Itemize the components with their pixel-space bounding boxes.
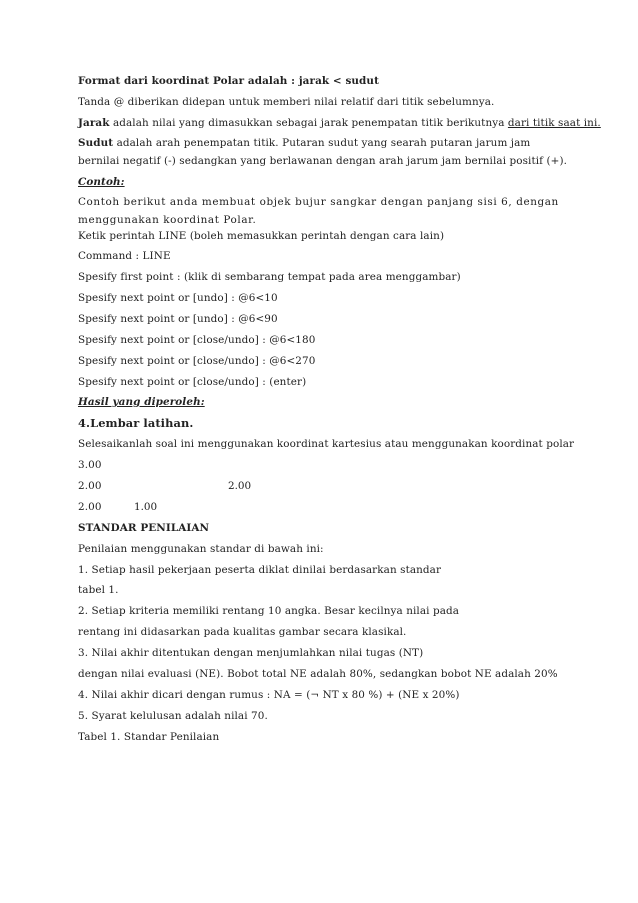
term-jarak: Jarak [78,117,110,129]
contoh-heading: Contoh: [78,176,125,188]
spesify-next-1: Spesify next point or [undo] : @6<10 [78,292,278,304]
paragraph-sudut [78,134,568,170]
sudut-definition: adalah arah penempatan titik. Putaran sudut yang searah putaran jarum jam bernilai negatif (-) sedangkan yang berlawanan dengan arah jarum jam bernilai positif (+). [78,137,568,167]
spesify-next-4: Spesify next point or [close/undo] : @6<270 [78,355,316,367]
paragraph-at-sign: Tanda @ diberikan didepan untuk memberi nilai relatif dari titik sebelumnya. [78,96,495,108]
spesify-first-point: Spesify first point : (klik di sembarang tempat pada area menggambar) [78,271,461,283]
tabel-caption: Tabel 1. Standar Penilaian [78,731,220,743]
dimension-2a: 2.00 [78,480,102,492]
item-3: 3. Nilai akhir ditentukan dengan menjumlahkan nilai tugas (NT) [78,647,424,659]
dimension-3: 3.00 [78,459,102,471]
standar-penilaian-heading: STANDAR PENILAIAN [78,522,210,534]
dimension-2b: 2.00 [228,480,252,492]
item-2-cont: rentang ini didasarkan pada kualitas gambar secara klasikal. [78,626,407,638]
lembar-latihan-heading: 4.Lembar latihan. [78,416,194,430]
item-1-cont: tabel 1. [78,584,119,596]
spesify-next-5: Spesify next point or [close/undo] : (enter) [78,376,307,388]
item-1: 1. Setiap hasil pekerjaan peserta diklat dinilai berdasarkan standar [78,564,442,576]
paragraph-penilaian: Penilaian menggunakan standar di bawah ini: [78,543,324,555]
item-2: 2. Setiap kriteria memiliki rentang 10 angka. Besar kecilnya nilai pada [78,605,460,617]
spesify-next-3: Spesify next point or [close/undo] : @6<180 [78,334,316,346]
dimension-1: 1.00 [134,501,158,513]
hasil-heading: Hasil yang diperoleh: [78,396,205,408]
paragraph-ketik: Ketik perintah LINE (boleh memasukkan perintah dengan cara lain) [78,230,445,242]
item-5: 5. Syarat kelulusan adalah nilai 70. [78,710,268,722]
jarak-definition: adalah nilai yang dimasukkan sebagai jarak penempatan titik berikutnya [109,117,508,129]
paragraph-selesaikan: Selesaikanlah soal ini menggunakan koordinat kartesius atau menggunakan koordinat polar [78,438,575,450]
spesify-next-2: Spesify next point or [undo] : @6<90 [78,313,278,325]
command-line: Command : LINE [78,250,171,262]
paragraph-contoh: Contoh berikut anda membuat objek bujur sangkar dengan panjang sisi 6, dengan menggunakan koordinat Polar. [78,196,559,226]
term-sudut: Sudut [78,137,114,149]
paragraph-jarak [78,117,601,129]
dimension-2c: 2.00 [78,501,102,513]
item-3-cont: dengan nilai evaluasi (NE). Bobot total NE adalah 80%, sedangkan bobot NE adalah 20% [78,668,558,680]
item-4: 4. Nilai akhir dicari dengan rumus : NA = (¬ NT x 80 %) + (NE x 20%) [78,689,460,701]
polar-format-heading: Format dari koordinat Polar adalah : jarak < sudut [78,75,379,87]
jarak-underline: dari titik saat ini. [507,117,601,129]
